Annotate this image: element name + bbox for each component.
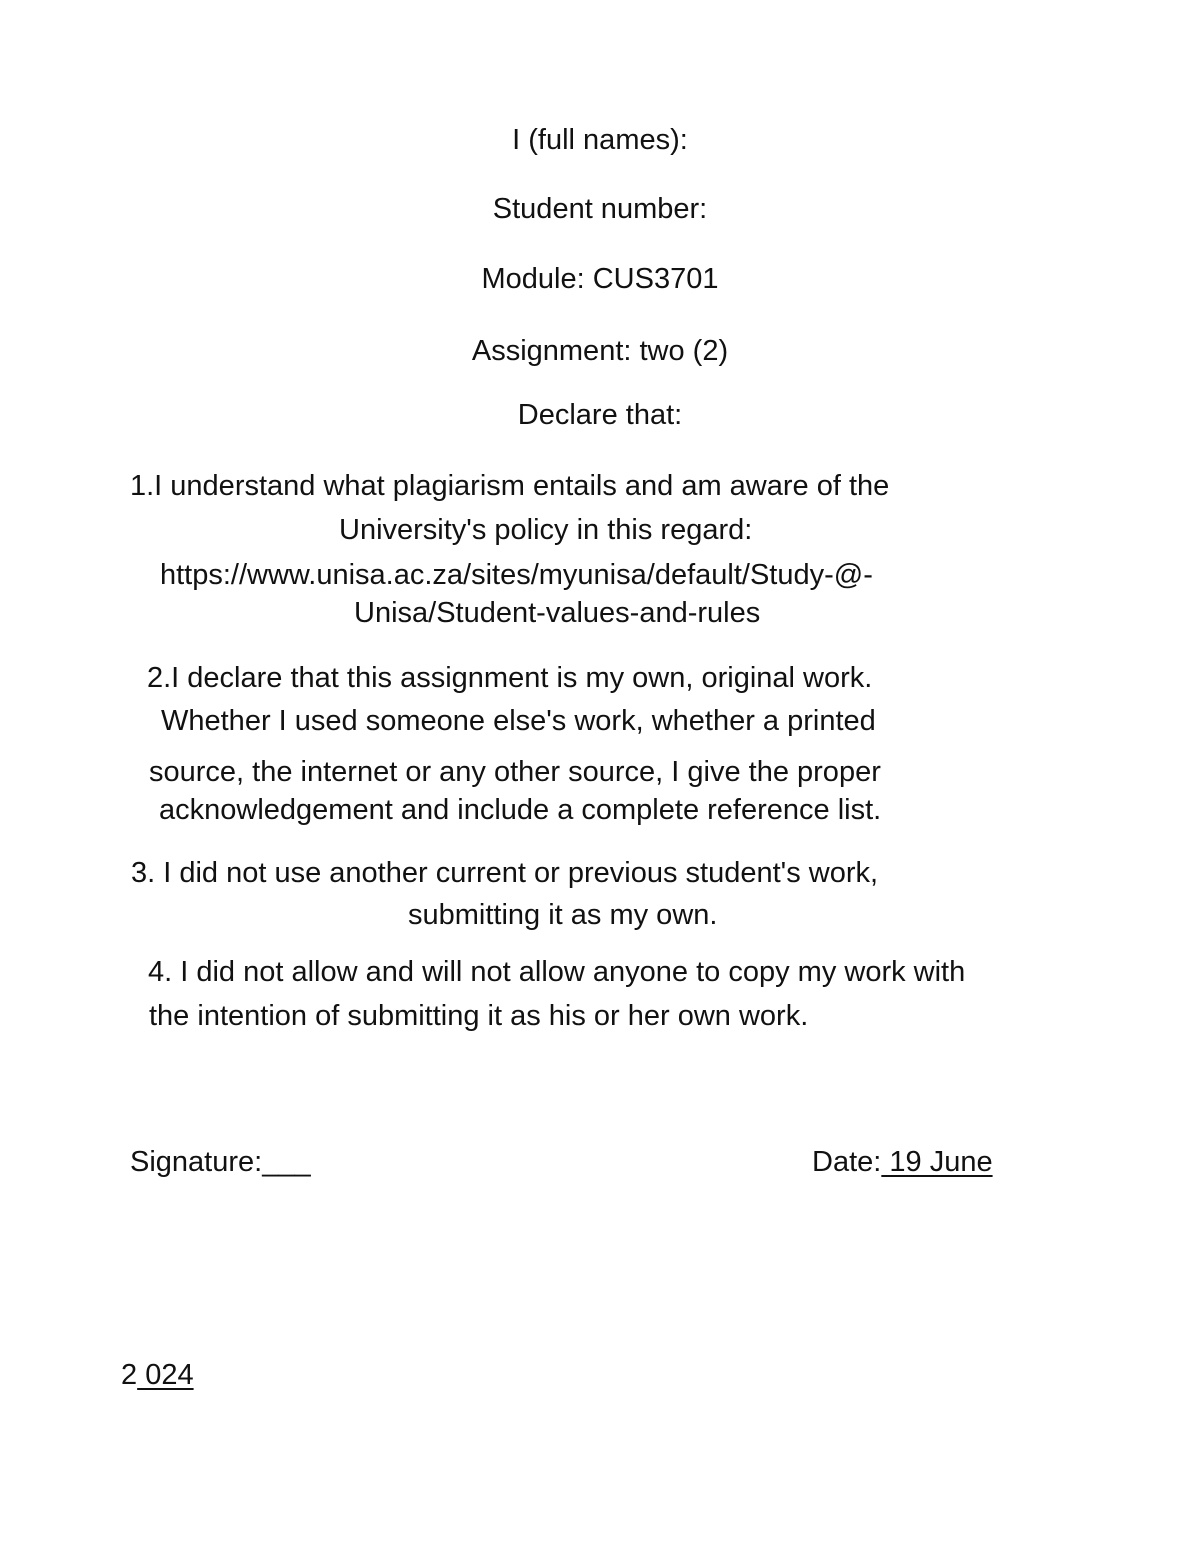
year-row bbox=[121, 1361, 194, 1390]
declare-heading: Declare that: bbox=[517, 399, 683, 431]
declaration-item-2-line-2: Whether I used someone else's work, whether a printed bbox=[161, 705, 876, 737]
date-row bbox=[812, 1148, 993, 1177]
declaration-item-2-line-4: acknowledgement and include a complete reference list. bbox=[159, 794, 882, 826]
policy-link-continued[interactable]: Unisa/Student-values-and-rules bbox=[354, 597, 761, 629]
signature-row bbox=[130, 1148, 311, 1177]
policy-link[interactable]: https://www.unisa.ac.za/sites/myunisa/default/Study-@- bbox=[160, 559, 873, 591]
declaration-item-4-line-1: 4. I did not allow and will not allow anyone to copy my work with bbox=[148, 956, 966, 988]
module-label: Module: CUS3701 bbox=[481, 263, 719, 295]
declaration-item-2-line-3: source, the internet or any other source, I give the proper bbox=[149, 756, 881, 788]
declaration-item-3-line-2: submitting it as my own. bbox=[408, 899, 718, 931]
date-label: Date: bbox=[812, 1146, 882, 1178]
declaration-item-2-line-1: 2.I declare that this assignment is my own, original work. bbox=[147, 662, 873, 694]
declaration-item-4-line-2: the intention of submitting it as his or her own work. bbox=[149, 1000, 809, 1032]
year-prefix: 2 bbox=[121, 1359, 138, 1391]
assignment-label: Assignment: two (2) bbox=[471, 335, 729, 367]
declaration-item-1-line-2: University's policy in this regard: bbox=[339, 514, 753, 546]
year-suffix: 024 bbox=[137, 1359, 194, 1391]
declaration-item-3-line-1: 3. I did not use another current or previous student's work, bbox=[131, 857, 879, 889]
student-number-label: Student number: bbox=[492, 193, 708, 225]
declaration-item-1-line-1: 1.I understand what plagiarism entails and am aware of the bbox=[130, 470, 890, 502]
full-names-label: I (full names): bbox=[512, 124, 688, 156]
date-value: 19 June bbox=[881, 1146, 993, 1178]
signature-label: Signature: bbox=[130, 1146, 263, 1178]
signature-field[interactable]: ___ bbox=[262, 1146, 311, 1178]
